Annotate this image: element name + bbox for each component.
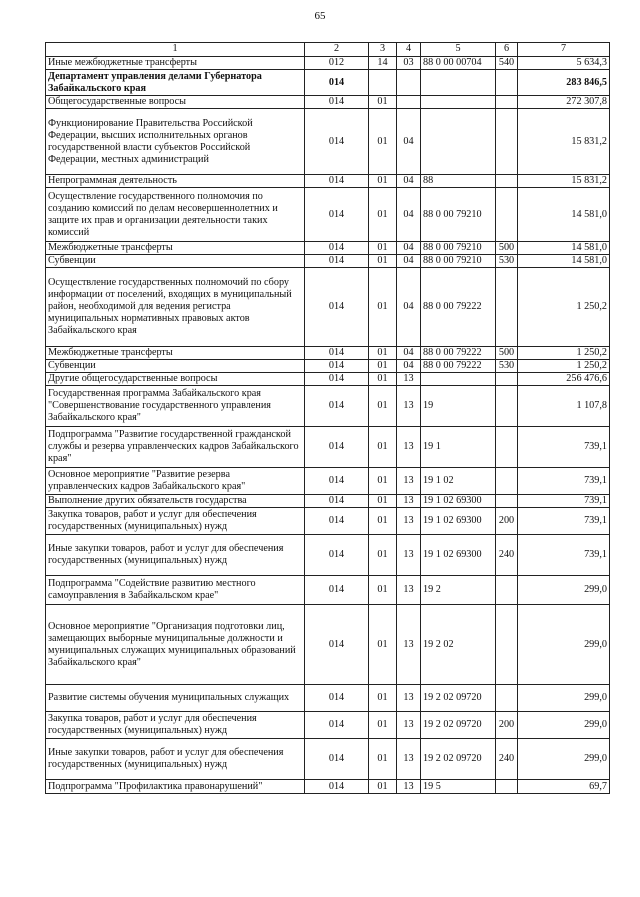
row-name: Непрограммная деятельность [46,175,305,188]
table-row [46,535,610,576]
target-article-code [421,373,496,386]
expense-type-code [496,427,518,468]
header-cell: 6 [496,43,518,57]
subsection-code: 04 [397,360,421,373]
amount: 739,1 [518,495,610,508]
table-row [46,508,610,535]
amount: 299,0 [518,576,610,605]
amount: 15 831,2 [518,175,610,188]
target-article-code: 19 2 [421,576,496,605]
target-article-code: 19 1 02 69300 [421,508,496,535]
header-cell: 3 [369,43,397,57]
section-code: 01 [369,109,397,175]
amount: 1 107,8 [518,386,610,427]
grbs-code: 014 [305,188,369,242]
expense-type-code: 500 [496,242,518,255]
target-article-code: 88 0 00 79210 [421,242,496,255]
grbs-code: 014 [305,427,369,468]
section-code: 01 [369,508,397,535]
table-row [46,268,610,347]
target-article-code: 88 0 00 79222 [421,268,496,347]
row-name: Субвенции [46,360,305,373]
table-row [46,386,610,427]
section-code: 01 [369,373,397,386]
row-name: Основное мероприятие "Развитие резерва управленческих кадров Забайкальского края" [46,468,305,495]
row-name: Другие общегосударственные вопросы [46,373,305,386]
section-code: 01 [369,96,397,109]
grbs-code: 014 [305,268,369,347]
grbs-code: 014 [305,386,369,427]
grbs-code: 014 [305,96,369,109]
table-row [46,109,610,175]
expense-type-code: 200 [496,508,518,535]
row-name: Развитие системы обучения муниципальных служащих [46,685,305,712]
row-name: Подпрограмма "Развитие государственной гражданской службы и резерва управленческих кадров Забайкальского края" [46,427,305,468]
expense-type-code: 540 [496,57,518,70]
amount: 14 581,0 [518,255,610,268]
section-code: 01 [369,495,397,508]
section-code [369,70,397,96]
section-code: 14 [369,57,397,70]
amount: 14 581,0 [518,242,610,255]
expense-type-code [496,373,518,386]
target-article-code: 19 1 02 [421,468,496,495]
amount: 15 831,2 [518,109,610,175]
expense-type-code: 530 [496,360,518,373]
expense-type-code [496,495,518,508]
expense-type-code [496,188,518,242]
expense-type-code [496,685,518,712]
expense-type-code [496,780,518,794]
subsection-code: 13 [397,427,421,468]
target-article-code [421,70,496,96]
amount: 14 581,0 [518,188,610,242]
grbs-code: 014 [305,373,369,386]
expense-type-code: 530 [496,255,518,268]
target-article-code: 19 [421,386,496,427]
table-row [46,576,610,605]
table-row [46,427,610,468]
amount: 256 476,6 [518,373,610,386]
amount: 299,0 [518,685,610,712]
subsection-code: 03 [397,57,421,70]
grbs-code: 014 [305,347,369,360]
section-code: 01 [369,347,397,360]
row-name: Общегосударственные вопросы [46,96,305,109]
section-code: 01 [369,576,397,605]
grbs-code: 014 [305,242,369,255]
amount: 69,7 [518,780,610,794]
subsection-code: 13 [397,739,421,780]
target-article-code: 88 0 00 79210 [421,188,496,242]
section-code: 01 [369,188,397,242]
subsection-code: 13 [397,468,421,495]
section-code: 01 [369,468,397,495]
grbs-code: 014 [305,605,369,685]
amount: 1 250,2 [518,268,610,347]
grbs-code: 014 [305,468,369,495]
budget-table-body [46,43,610,794]
row-name: Осуществление государственных полномочий по сбору информации от поселений, входящих в муниципальный район, необходимой для ведения регистра муниципальных нормативных правовых актов Забайкальского края [46,268,305,347]
subsection-code: 13 [397,780,421,794]
grbs-code: 014 [305,175,369,188]
section-code: 01 [369,712,397,739]
target-article-code: 19 1 02 69300 [421,495,496,508]
subsection-code [397,70,421,96]
amount: 739,1 [518,535,610,576]
table-row [46,70,610,96]
subsection-code: 13 [397,685,421,712]
target-article-code: 19 2 02 [421,605,496,685]
expense-type-code: 200 [496,712,518,739]
table-row [46,468,610,495]
subsection-code: 04 [397,347,421,360]
target-article-code [421,96,496,109]
grbs-code: 014 [305,739,369,780]
target-article-code: 88 0 00 79222 [421,347,496,360]
table-row [46,188,610,242]
row-name: Закупка товаров, работ и услуг для обеспечения государственных (муниципальных) нужд [46,508,305,535]
subsection-code: 04 [397,175,421,188]
expense-type-code: 500 [496,347,518,360]
section-code: 01 [369,427,397,468]
row-name: Департамент управления делами Губернатора Забайкальского края [46,70,305,96]
section-code: 01 [369,780,397,794]
table-row [46,495,610,508]
row-name: Подпрограмма "Содействие развитию местного самоуправления в Забайкальском крае" [46,576,305,605]
row-name: Иные межбюджетные трансферты [46,57,305,70]
subsection-code: 13 [397,712,421,739]
amount: 1 250,2 [518,360,610,373]
grbs-code: 014 [305,360,369,373]
expense-type-code: 240 [496,535,518,576]
section-code: 01 [369,685,397,712]
section-code: 01 [369,386,397,427]
subsection-code [397,96,421,109]
table-row [46,360,610,373]
table-row [46,347,610,360]
row-name: Субвенции [46,255,305,268]
amount: 739,1 [518,508,610,535]
section-code: 01 [369,255,397,268]
row-name: Межбюджетные трансферты [46,347,305,360]
grbs-code: 014 [305,535,369,576]
subsection-code: 13 [397,386,421,427]
row-name: Функционирование Правительства Российской Федерации, высших исполнительных органов государственной власти субъектов Российской Федерации, местных администраций [46,109,305,175]
expense-type-code: 240 [496,739,518,780]
target-article-code: 88 [421,175,496,188]
expense-type-code [496,96,518,109]
subsection-code: 13 [397,495,421,508]
grbs-code: 014 [305,508,369,535]
page-number: 65 [314,10,326,22]
subsection-code: 04 [397,188,421,242]
row-name: Государственная программа Забайкальского края "Совершенствование государственного управления Забайкальского края" [46,386,305,427]
section-code: 01 [369,535,397,576]
grbs-code: 012 [305,57,369,70]
table-header-row [46,43,610,57]
row-name: Выполнение других обязательств государства [46,495,305,508]
target-article-code: 88 0 00 79210 [421,255,496,268]
row-name: Подпрограмма "Профилактика правонарушений" [46,780,305,794]
amount: 1 250,2 [518,347,610,360]
grbs-code: 014 [305,780,369,794]
amount: 283 846,5 [518,70,610,96]
expense-type-code [496,576,518,605]
subsection-code: 04 [397,255,421,268]
table-row [46,685,610,712]
expense-type-code [496,386,518,427]
grbs-code: 014 [305,685,369,712]
header-cell: 2 [305,43,369,57]
row-name: Основное мероприятие "Организация подготовки лиц, замещающих выборные муниципальные должности и муниципальных служащих муниципальных образований Забайкальского края" [46,605,305,685]
target-article-code: 19 5 [421,780,496,794]
table-row [46,255,610,268]
expense-type-code [496,605,518,685]
amount: 739,1 [518,427,610,468]
header-cell: 5 [421,43,496,57]
expense-type-code [496,468,518,495]
section-code: 01 [369,242,397,255]
row-name: Иные закупки товаров, работ и услуг для обеспечения государственных (муниципальных) нужд [46,535,305,576]
grbs-code: 014 [305,70,369,96]
row-name: Осуществление государственного полномочия по созданию комиссий по делам несовершеннолетних и защите их прав и организации деятельности таких комиссий [46,188,305,242]
target-article-code: 19 2 02 09720 [421,685,496,712]
header-cell: 1 [46,43,305,57]
subsection-code: 13 [397,373,421,386]
table-row [46,96,610,109]
target-article-code: 88 0 00 00704 [421,57,496,70]
expense-type-code [496,268,518,347]
subsection-code: 04 [397,109,421,175]
row-name: Иные закупки товаров, работ и услуг для обеспечения государственных (муниципальных) нужд [46,739,305,780]
section-code: 01 [369,268,397,347]
section-code: 01 [369,360,397,373]
table-row [46,57,610,70]
amount: 739,1 [518,468,610,495]
grbs-code: 014 [305,255,369,268]
grbs-code: 014 [305,495,369,508]
table-row [46,712,610,739]
table-row [46,373,610,386]
header-cell: 4 [397,43,421,57]
subsection-code: 13 [397,605,421,685]
target-article-code: 19 2 02 09720 [421,712,496,739]
subsection-code: 04 [397,242,421,255]
target-article-code: 88 0 00 79222 [421,360,496,373]
grbs-code: 014 [305,576,369,605]
grbs-code: 014 [305,712,369,739]
section-code: 01 [369,175,397,188]
target-article-code: 19 1 02 69300 [421,535,496,576]
table-row [46,242,610,255]
expense-type-code [496,175,518,188]
subsection-code: 13 [397,576,421,605]
section-code: 01 [369,739,397,780]
target-article-code: 19 2 02 09720 [421,739,496,780]
amount: 5 634,3 [518,57,610,70]
table-row [46,605,610,685]
subsection-code: 04 [397,268,421,347]
table-row [46,780,610,794]
target-article-code: 19 1 [421,427,496,468]
subsection-code: 13 [397,535,421,576]
amount: 299,0 [518,739,610,780]
row-name: Закупка товаров, работ и услуг для обеспечения государственных (муниципальных) нужд [46,712,305,739]
table-row [46,739,610,780]
target-article-code [421,109,496,175]
expense-type-code [496,109,518,175]
subsection-code: 13 [397,508,421,535]
amount: 299,0 [518,712,610,739]
header-cell: 7 [518,43,610,57]
amount: 272 307,8 [518,96,610,109]
section-code: 01 [369,605,397,685]
budget-table [45,42,610,794]
amount: 299,0 [518,605,610,685]
row-name: Межбюджетные трансферты [46,242,305,255]
table-row [46,175,610,188]
grbs-code: 014 [305,109,369,175]
expense-type-code [496,70,518,96]
